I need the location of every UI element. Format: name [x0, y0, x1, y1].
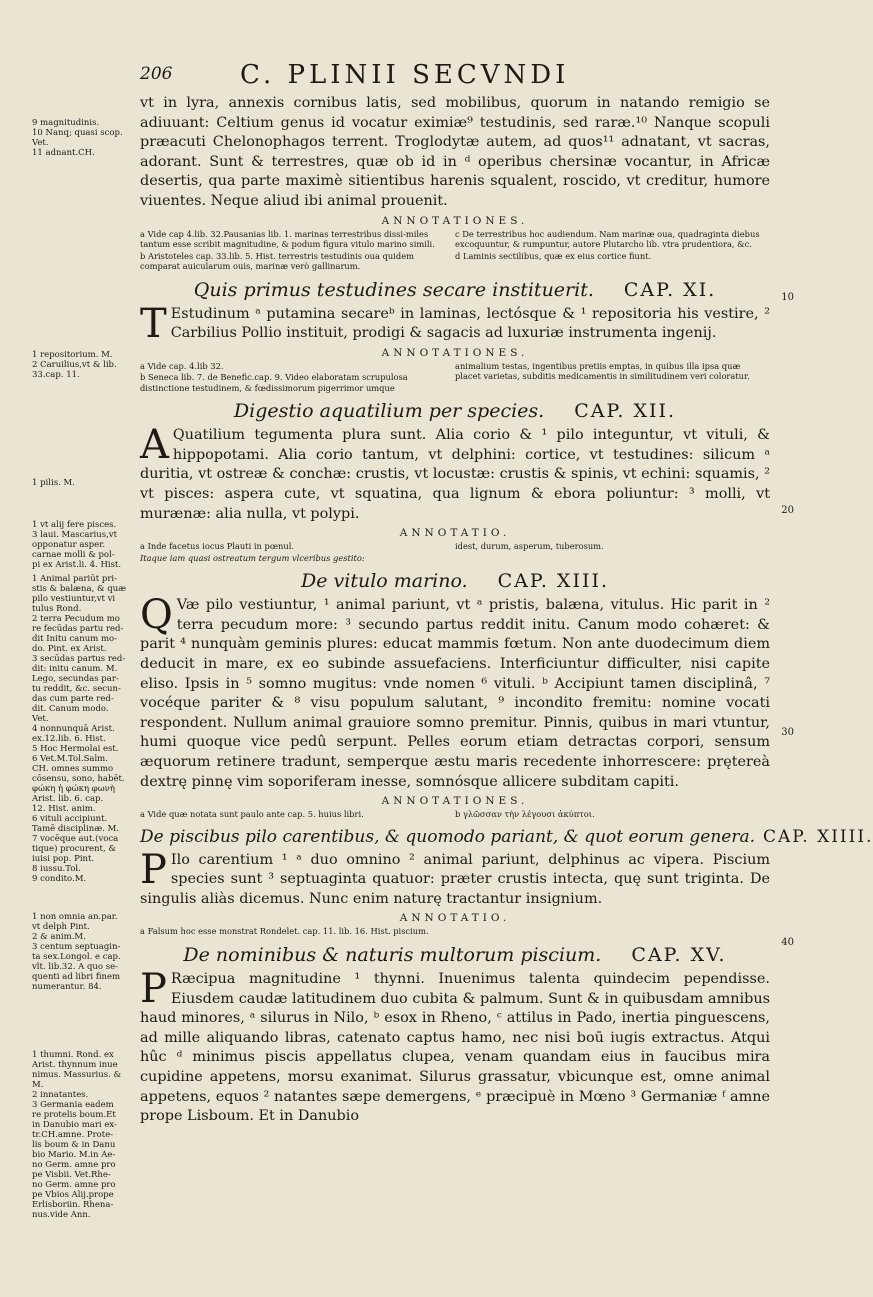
margin-note: dit Initu canum mo- [32, 634, 118, 644]
margin-note: opponatur asper. [32, 540, 106, 550]
margin-note: vlt. lib.32. A quo se- [32, 962, 118, 972]
margin-notes-group [32, 912, 140, 992]
margin-note: 1 vt alij fere pisces. [32, 520, 117, 530]
margin-note: tu reddit, &c. secun- [32, 684, 121, 694]
margin-note: lis boum & in Danu [32, 1140, 116, 1150]
chapter-title: De vitulo marino. [301, 570, 468, 593]
annotations-block [140, 361, 770, 395]
line-number: 30 [781, 727, 794, 738]
margin-note: das cum parte red- [32, 694, 114, 704]
margin-note: pi ex Arist.li. 4. Hist. [32, 560, 122, 570]
margin-note: 3 Germania eadem [32, 1100, 114, 1110]
margin-note: Arist. lib. 6. cap. [32, 794, 104, 804]
margin-note: iuisi pop. Pint. [32, 854, 95, 864]
chapter-heading [140, 400, 770, 422]
margin-notes-group [32, 520, 140, 570]
running-title: C. PLINII SECVNDI [240, 60, 570, 90]
margin-note: 10 Nanq; quasi scop. [32, 128, 123, 138]
chapter-text: Estudinum ᵃ putamina secareᵇ in laminas, lectósque & ¹ repositoria his vestire, ² Carbilius Pollio instituit, prodigi & sagacis ad luxuriæ instrumenta ingenij. [170, 305, 770, 342]
annotation: a Falsum hoc esse monstrat Rondelet. cap. 11. lib. 16. Hist. piscium. [140, 926, 429, 937]
chapter-paragraph [140, 965, 770, 1127]
margin-notes-group [32, 574, 140, 884]
annotation: animalium testas, ingentibus pretiis emptas, in quibus illa ipsa quæ placet varietas, subditis medicamentis in similitudinem veri coloratur. [455, 360, 750, 382]
margin-note: pe Visbii. Vet.Rhe- [32, 1170, 111, 1180]
drop-cap: A [140, 422, 169, 469]
chapter-number: CAP. XIIII. [763, 826, 873, 847]
margin-note: no Germ. amne pro [32, 1160, 116, 1170]
chapter-text: Ræcipua magnitudine ¹ thynni. Inuenimus talenta quindecim pependisse. Eiusdem caudæ latitudinem duo cubita & palmum. Sunt & in quibusdam amnibus haud minores, ᵃ silurus in Nilo, ᵇ esox in Rheno, ᶜ attilus in Pado, inertia pinguescens, ad mille aliquando libras, catenato captus hamo, nec nisi boū iugis extractus. Atqui hûc ᵈ minimus piscis appellatus clupea, venam quandam eius in faucibus mira cupidine appetens, morsu exanimat. Silurus grassatur, vbicunque est, omne animal appetens, equos ² natantes sæpe demergens, ᵉ præcipuè in Mœno ³ Germaniæ ᶠ amne prope Lisboum. Et in Danubio [140, 970, 770, 1125]
annotation: a Inde facetus iocus Plauti in pœnul. [140, 541, 295, 552]
annotation: a Vide quæ notata sunt paulo ante cap. 5. huius libri. [140, 809, 364, 820]
chapter-number: CAP. XII. [574, 400, 677, 423]
margin-note: 2 terra Pecudum mo [32, 614, 120, 624]
margin-note: φώκη ἡ φώκη φωνὴ [32, 784, 115, 794]
annotations-block [140, 541, 770, 564]
margin-note: quenti ad libri finem [32, 972, 121, 982]
margin-note: M. [32, 1080, 44, 1090]
margin-note: 3 secūdas partus red- [32, 654, 126, 664]
margin-note: Erlisboriin. Rhena- [32, 1200, 114, 1210]
line-number: 40 [781, 937, 794, 948]
margin-note: 9 condito.M. [32, 874, 87, 884]
margin-note: cōsensu, sono, habēt. [32, 774, 125, 784]
chapter-paragraph [140, 846, 770, 910]
intro-paragraph: vt in lyra, annexis cornibus latis, sed mobilibus, quorum in natando remigio se adiuuant: Celtium genus id vocatur eximiæ⁹ testudinis, sed raræ.¹⁰ Nanque scopuli præacuti Chelonophagos terrent. Troglodytæ autem, ad quos¹¹ adnatant, vt sacras, adorant. Sunt & terrestres, quæ ob id in ᵈ operibus chersinæ vocantur, in Africæ desertis, qua parte maximè sitientibus harenis squalent, roscido, vt creditur, humore viuentes. Neque aliud ibi animal prouenit. [140, 95, 770, 209]
chapter-text: Quatilium tegumenta plura sunt. Alia corio & ¹ pilo integuntur, vt vituli, & hippopotami. Alia corio tantum, vt delphini: cortice, vt testudines: silicum ᵃ duritia, vt ostreæ & conchæ: crustis, vt locustæ: crustis & spinis, vt echini: squamis, ² vt pisces: aspera cute, vt squatina, qua lignum & ebora poliuntur: ³ molli, vt murænæ: alia nulla, vt polypi. [140, 427, 770, 522]
chapter-text: Ilo carentium ¹ ᵃ duo omnino ² animal pariunt, delphinus ac vipera. Piscium species sunt ³ septuaginta quatuor: præter crustis intecta, quę sunt triginta. De singulis aliàs dicemus. Nunc enim naturę tractantur insignium. [140, 851, 770, 907]
margin-note: ex.12.lib. 6. Hist. [32, 734, 106, 744]
margin-note: 9 magnitudinis. [32, 118, 100, 128]
margin-note: vt delph Pint. [32, 922, 90, 932]
margin-note: carnae molli & pol- [32, 550, 115, 560]
drop-cap: Q [140, 592, 173, 639]
margin-note: Arist. thynnum inue [32, 1060, 118, 1070]
annotation: b Aristoteles cap. 33.lib. 5. Hist. terrestris testudinis oua quidem comparat auicularum ouis, marinæ verò gallinarum. [140, 250, 414, 272]
margin-note: Lego, secundas par- [32, 674, 119, 684]
margin-note: Vet. [32, 714, 49, 724]
annotation: d Laminis sectilibus, quæ ex eius cortice fiunt. [455, 250, 652, 261]
annotation: c De terrestribus hoc audiendum. Nam marinæ oua, quadraginta diebus excoquuntur, & rumpuntur, autore Plutarcho lib. vtra prudentiora, &c. [455, 228, 760, 250]
margin-note: no Germ. amne pro [32, 1180, 116, 1190]
annotations-heading: ANNOTATIO. [399, 527, 511, 540]
margin-note: nimus. Massurius. & [32, 1070, 122, 1080]
margin-note: 7 vocēque aut.(voca [32, 834, 119, 844]
annotations-block [140, 809, 770, 821]
margin-note: 1 Animal pariūt pri- [32, 574, 117, 584]
annotation: a Vide cap. 4.lib 32. [140, 360, 224, 371]
margin-note: 3 centum septuagin- [32, 942, 121, 952]
margin-note: pe Vbios Alij.prope [32, 1190, 114, 1200]
margin-note: 1 non omnia an.par. [32, 912, 118, 922]
chapter-number: CAP. XIII. [497, 570, 609, 593]
margin-note: nus.vide Ann. [32, 1210, 91, 1220]
margin-note: 1 thumni. Rond. ex [32, 1050, 114, 1060]
margin-note: 6 vituli accipiunt. [32, 814, 108, 824]
drop-cap: T [140, 300, 167, 347]
drop-cap: P [140, 965, 167, 1012]
margin-notes-group [32, 350, 140, 380]
annotations-block [140, 926, 770, 938]
margin-note: tique) procurent, & [32, 844, 116, 854]
chapter-paragraph [140, 422, 770, 524]
margin-note: 3 laui. Mascarius,vt [32, 530, 117, 540]
margin-note: tr.CH.amne. Prote- [32, 1130, 114, 1140]
margin-note: 2 Caruilius,vt & lib. [32, 360, 117, 370]
chapter-title: Digestio aquatilium per species. [233, 400, 545, 423]
margin-notes-group [32, 118, 140, 158]
margin-note: 2 innatantes. [32, 1090, 89, 1100]
annotations-heading: ANNOTATIONES. [381, 346, 529, 359]
drop-cap: P [140, 846, 167, 893]
margin-note: 6 Vet.M.Tol.Salm. [32, 754, 108, 764]
margin-note: stis & balæna, & quæ [32, 584, 127, 594]
chapter-heading [140, 570, 770, 592]
chapter-title: Quis primus testudines secare instituerit. [193, 278, 594, 301]
margin-notes-group [32, 1050, 140, 1220]
margin-note: 33.cap. 11. [32, 370, 80, 380]
annotations-block [140, 229, 770, 273]
page-number: 206 [140, 64, 173, 84]
line-number: 20 [781, 505, 794, 516]
page-header [140, 60, 780, 90]
margin-note: Tamē disciplinæ. M. [32, 824, 120, 834]
margin-note: 11 adnant.CH. [32, 148, 95, 158]
margin-note: 2 & anim.M. [32, 932, 86, 942]
margin-note: 1 pilis. M. [32, 478, 75, 488]
chapter-heading [140, 944, 770, 966]
chapter-heading [140, 826, 873, 847]
margin-note: pilo vestiuntur,vt vi [32, 594, 116, 604]
margin-note: bio Mario. M.in Ae- [32, 1150, 116, 1160]
chapter-number: CAP. XI. [623, 278, 717, 301]
chapter-paragraph [140, 300, 770, 347]
annotations-heading: ANNOTATIO. [399, 912, 511, 925]
annotation: b Seneca lib. 7. de Benefic.cap. 9. Video elaboratam scrupulosa distinctione testudinem, & fœdissimorum pigerrimor umque [140, 372, 408, 393]
annotations-heading: ANNOTATIONES. [381, 795, 529, 808]
margin-note: tulus Rond. [32, 604, 82, 614]
annotation: a Vide cap 4.lib. 32.Pausanias lib. 1. marinas terrestribus dissi-miles tantum esse scribit magnitudine, & podum figura vitulo marino simili. [140, 228, 435, 250]
annotation: b γλῶσσαν τὴν λέγουσι ἀκύπτοι. [455, 809, 595, 820]
margin-note: CH. omnes summo [32, 764, 114, 774]
chapter-title: De piscibus pilo carentibus, & quomodo pariant, & quot eorum genera. [140, 826, 756, 847]
margin-note: re protelis boum.Et [32, 1110, 116, 1120]
margin-note: re fecūdas partu red- [32, 624, 124, 634]
margin-note: do. Pint. ex Arist. [32, 644, 107, 654]
annotation: Itaque iam quasi ostreatum tergum vlceribus gestito: [140, 552, 365, 563]
margin-note: 1 repositorium. M. [32, 350, 113, 360]
margin-note: 12. Hist. anim. [32, 804, 96, 814]
chapter-paragraph [140, 592, 770, 792]
margin-note: numerantur. 84. [32, 982, 102, 992]
margin-note: 4 nonnunquā Arist. [32, 724, 115, 734]
margin-note: 8 iussu.Tol. [32, 864, 81, 874]
chapter-text: Væ pilo vestiuntur, ¹ animal pariunt, vt ᵃ pristis, balæna, vitulus. Hic parit in ² terra pecudum more: ³ secundo partus reddit initu. Canum modo cohæret: & parit ⁴ nunquàm geminis plures: educat mammis fœtum. Non ante duodecimum diem deducit in mare, ex eo subinde assuefaciens. Interficiuntur difficulter, nisi capite eliso. Ipsis in ⁵ somno mugitus: vnde nomen ⁶ vituli. ᵇ Accipiunt tamen disciplinâ, ⁷ vocéque pariter & ⁸ visu populum salutant, ⁹ incondito fremitu: nomine vocati respondent. Nullum animal grauiore somno premitur. Pinnis, quibus in mari vtuntur, humi quoque vice pedû serpunt. Pelles eorum etiam detractas corpori, sensum æquorum retinere tradunt, semperque æstu maris recedente inhorrescere: prętereà dextrę pinnę vim soporiferam inesse, somnósque allicere subditam capiti. [140, 597, 770, 790]
margin-notes-group [32, 478, 140, 488]
line-number: 10 [781, 292, 794, 303]
margin-note: in Danubio mari ex- [32, 1120, 117, 1130]
margin-note: ta sex.Longol. e cap. [32, 952, 121, 962]
chapter-number: CAP. XV. [631, 943, 727, 966]
annotations-heading: ANNOTATIONES. [381, 214, 529, 227]
annotation: idest, durum, asperum, tuberosum. [455, 541, 604, 552]
margin-note: dit. Canum modo. [32, 704, 109, 714]
chapter-heading [140, 279, 770, 301]
chapter-title: De nominibus & naturis multorum piscium. [183, 943, 602, 966]
margin-note: 5 Hoc Hermolai est. [32, 744, 119, 754]
margin-note: Vet. [32, 138, 49, 148]
margin-note: dit: initu canum. M. [32, 664, 118, 674]
